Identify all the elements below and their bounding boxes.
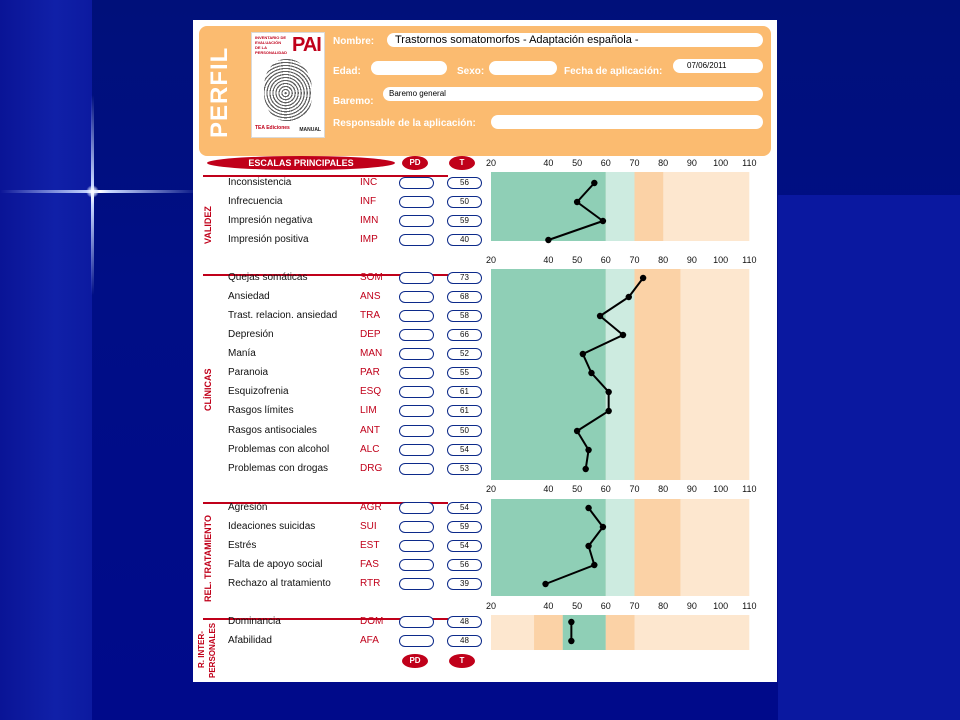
axis-tick-1-50: 50 xyxy=(572,255,583,265)
axis-tick-0-20: 20 xyxy=(485,158,496,168)
profile-point-imp xyxy=(545,237,551,243)
axis-tick-0-50: 50 xyxy=(572,158,583,168)
scale-abbr-rtr: RTR xyxy=(360,578,381,589)
profile-point-inf xyxy=(574,199,580,205)
profile-point-est xyxy=(585,543,591,549)
axis-tick-2-50: 50 xyxy=(572,484,583,494)
sparkle-horizontal xyxy=(0,190,200,193)
band-orange-low-3 xyxy=(534,615,563,650)
t-column-footer: T xyxy=(449,654,475,668)
axis-tick-2-100: 100 xyxy=(713,484,729,494)
axis-tick-3-40: 40 xyxy=(543,601,554,611)
scale-abbr-afa: AFA xyxy=(360,635,379,646)
profile-point-imn xyxy=(600,218,606,224)
axis-tick-1-70: 70 xyxy=(629,255,640,265)
scale-abbr-sui: SUI xyxy=(360,521,377,532)
band-orange-1 xyxy=(635,269,681,480)
section-label-interpersonales-line2: PERSONALES xyxy=(208,622,217,678)
axis-tick-0-110: 110 xyxy=(742,158,757,168)
axis-tick-1-100: 100 xyxy=(713,255,729,265)
t-score-ans[interactable]: 68 xyxy=(447,291,482,303)
profile-point-dep xyxy=(620,332,626,338)
scale-abbr-par: PAR xyxy=(360,367,380,378)
t-score-man[interactable]: 52 xyxy=(447,348,482,360)
nombre-label: Nombre: xyxy=(333,36,375,47)
scale-name-dep: Depresión xyxy=(228,329,274,340)
axis-tick-0-90: 90 xyxy=(686,158,697,168)
scale-name-inf: Infrecuencia xyxy=(228,196,283,207)
section-label-tratamiento: REL. TRATAMIENTO xyxy=(203,515,213,603)
axis-tick-2-60: 60 xyxy=(600,484,611,494)
scale-name-alc: Problemas con alcohol xyxy=(228,444,330,455)
profile-point-par xyxy=(588,370,594,376)
manual-cover-subtitle: INVENTARIO DE EVALUACIÓN DE LA PERSONALIDAD xyxy=(255,35,288,55)
t-score-sui[interactable]: 59 xyxy=(447,521,482,533)
axis-tick-0-70: 70 xyxy=(629,158,640,168)
profile-point-inc xyxy=(591,180,597,186)
scale-abbr-dep: DEP xyxy=(360,329,381,340)
scale-abbr-esq: ESQ xyxy=(360,386,382,397)
t-score-ant[interactable]: 50 xyxy=(447,425,482,437)
axis-tick-2-40: 40 xyxy=(543,484,554,494)
axis-tick-2-20: 20 xyxy=(485,484,496,494)
scale-abbr-agr: AGR xyxy=(360,502,382,513)
axis-tick-3-20: 20 xyxy=(485,601,496,611)
profile-chart xyxy=(193,20,777,682)
pai-profile-sheet xyxy=(193,20,777,682)
t-score-imp[interactable]: 40 xyxy=(447,234,482,246)
t-score-rtr[interactable]: 39 xyxy=(447,578,482,590)
profile-point-alc xyxy=(585,447,591,453)
scale-name-lim: Rasgos límites xyxy=(228,405,294,416)
scale-name-ans: Ansiedad xyxy=(228,291,270,302)
scale-abbr-ant: ANT xyxy=(360,425,380,436)
scale-name-est: Estrés xyxy=(228,540,257,551)
profile-point-dom xyxy=(568,619,574,625)
axis-tick-0-60: 60 xyxy=(600,158,611,168)
t-score-dom[interactable]: 48 xyxy=(447,616,482,628)
pai-logo: PAI xyxy=(292,34,321,56)
axis-tick-1-80: 80 xyxy=(658,255,669,265)
axis-tick-3-60: 60 xyxy=(600,601,611,611)
axis-tick-2-90: 90 xyxy=(686,484,697,494)
scale-abbr-fas: FAS xyxy=(360,559,379,570)
band-light-green-0 xyxy=(606,172,635,241)
scale-name-som: Quejas somáticas xyxy=(228,272,308,283)
t-score-som[interactable]: 73 xyxy=(447,272,482,284)
section-label-validez: VALIDEZ xyxy=(203,206,213,244)
sparkle-icon xyxy=(86,185,99,198)
section-label-clinicas: CLÍNICAS xyxy=(203,368,213,411)
scale-name-inc: Inconsistencia xyxy=(228,177,292,188)
axis-tick-2-110: 110 xyxy=(742,484,757,494)
axis-tick-1-90: 90 xyxy=(686,255,697,265)
band-block-0 xyxy=(491,172,749,241)
axis-tick-3-50: 50 xyxy=(572,601,583,611)
fecha-field[interactable]: 07/06/2011 xyxy=(673,59,763,73)
scale-abbr-ans: ANS xyxy=(360,291,381,302)
scale-abbr-som: SOM xyxy=(360,272,383,283)
escalas-principales-banner: ESCALAS PRINCIPALES xyxy=(207,156,395,170)
axis-tick-2-80: 80 xyxy=(658,484,669,494)
scale-name-drg: Problemas con drogas xyxy=(228,463,329,474)
axis-tick-1-60: 60 xyxy=(600,255,611,265)
t-score-afa[interactable]: 48 xyxy=(447,635,482,647)
publisher-logo: TEA Ediciones xyxy=(255,125,290,131)
scale-name-imp: Impresión positiva xyxy=(228,234,309,245)
scale-abbr-inc: INC xyxy=(360,177,378,188)
scale-name-esq: Esquizofrenia xyxy=(228,386,289,397)
band-block-2 xyxy=(491,499,749,596)
profile-point-man xyxy=(580,351,586,357)
axis-tick-0-40: 40 xyxy=(543,158,554,168)
t-score-alc[interactable]: 54 xyxy=(447,444,482,456)
background-band xyxy=(778,195,960,720)
axis-tick-2-70: 70 xyxy=(629,484,640,494)
section-label-interpersonales-line1: R. INTER- xyxy=(197,631,206,669)
manual-label: MANUAL xyxy=(299,127,321,133)
t-score-est[interactable]: 54 xyxy=(447,540,482,552)
axis-tick-3-110: 110 xyxy=(742,601,757,611)
scale-abbr-drg: DRG xyxy=(360,463,383,474)
axis-tick-1-110: 110 xyxy=(742,255,757,265)
profile-point-fas xyxy=(591,562,597,568)
pd-column-footer: PD xyxy=(402,654,428,668)
t-score-dep[interactable]: 66 xyxy=(447,329,482,341)
band-green-0 xyxy=(491,172,606,241)
scale-abbr-imp: IMP xyxy=(360,234,378,245)
band-orange-high-3 xyxy=(606,615,635,650)
pd-column-header: PD xyxy=(402,156,428,170)
scale-abbr-lim: LIM xyxy=(360,405,377,416)
t-column-header: T xyxy=(449,156,475,170)
t-score-esq[interactable]: 61 xyxy=(447,386,482,398)
profile-point-sui xyxy=(600,524,606,530)
axis-tick-3-70: 70 xyxy=(629,601,640,611)
scale-name-imn: Impresión negativa xyxy=(228,215,313,226)
axis-tick-3-90: 90 xyxy=(686,601,697,611)
scale-abbr-dom: DOM xyxy=(360,616,384,627)
t-score-inf[interactable]: 50 xyxy=(447,196,482,208)
scale-name-rtr: Rechazo al tratamiento xyxy=(228,578,331,589)
baremo-field[interactable]: Baremo general xyxy=(383,87,763,101)
perfil-title: PERFIL xyxy=(206,46,233,138)
scale-name-fas: Falta de apoyo social xyxy=(228,559,323,570)
profile-point-ans xyxy=(626,294,632,300)
axis-tick-3-80: 80 xyxy=(658,601,669,611)
profile-point-ant xyxy=(574,428,580,434)
band-block-1 xyxy=(491,269,749,480)
t-score-imn[interactable]: 59 xyxy=(447,215,482,227)
scale-abbr-imn: IMN xyxy=(360,215,379,226)
t-score-inc[interactable]: 56 xyxy=(447,177,482,189)
baremo-label: Baremo: xyxy=(333,96,374,107)
nombre-field[interactable]: Trastornos somatomorfos - Adaptación española - xyxy=(387,33,763,47)
scale-name-agr: Agresión xyxy=(228,502,268,513)
profile-point-rtr xyxy=(542,581,548,587)
profile-point-drg xyxy=(583,466,589,472)
scale-name-sui: Ideaciones suicidas xyxy=(228,521,316,532)
scale-name-par: Paranoia xyxy=(228,367,269,378)
band-block-3 xyxy=(491,615,749,650)
edad-label: Edad: xyxy=(333,66,361,77)
profile-point-afa xyxy=(568,638,574,644)
scale-name-afa: Afabilidad xyxy=(228,635,272,646)
scale-abbr-est: EST xyxy=(360,540,380,551)
scale-name-tra: Trast. relacion. ansiedad xyxy=(228,310,338,321)
t-score-agr[interactable]: 54 xyxy=(447,502,482,514)
t-score-lim[interactable]: 61 xyxy=(447,405,482,417)
profile-point-tra xyxy=(597,313,603,319)
profile-point-lim xyxy=(605,408,611,414)
scale-abbr-man: MAN xyxy=(360,348,383,359)
scale-abbr-alc: ALC xyxy=(360,444,380,455)
band-orange-2 xyxy=(635,499,681,596)
profile-point-agr xyxy=(585,505,591,511)
scale-name-man: Manía xyxy=(228,348,256,359)
scale-name-dom: Dominancia xyxy=(228,616,281,627)
t-score-par[interactable]: 55 xyxy=(447,367,482,379)
scale-abbr-tra: TRA xyxy=(360,310,380,321)
responsable-label: Responsable de la aplicación: xyxy=(333,118,476,129)
axis-tick-1-40: 40 xyxy=(543,255,554,265)
axis-tick-0-100: 100 xyxy=(713,158,729,168)
band-light-green-1 xyxy=(606,269,635,480)
scale-name-ant: Rasgos antisociales xyxy=(228,425,317,436)
band-orange-0 xyxy=(635,172,664,241)
t-score-tra[interactable]: 58 xyxy=(447,310,482,322)
background-left xyxy=(0,0,92,720)
fecha-label: Fecha de aplicación: xyxy=(564,66,663,77)
profile-point-som xyxy=(640,275,646,281)
scale-abbr-inf: INF xyxy=(360,196,377,207)
axis-tick-0-80: 80 xyxy=(658,158,669,168)
t-score-drg[interactable]: 53 xyxy=(447,463,482,475)
axis-tick-1-20: 20 xyxy=(485,255,496,265)
band-light-green-2 xyxy=(606,499,635,596)
sexo-label: Sexo: xyxy=(457,66,485,77)
axis-tick-3-100: 100 xyxy=(713,601,729,611)
profile-point-esq xyxy=(605,389,611,395)
t-score-fas[interactable]: 56 xyxy=(447,559,482,571)
